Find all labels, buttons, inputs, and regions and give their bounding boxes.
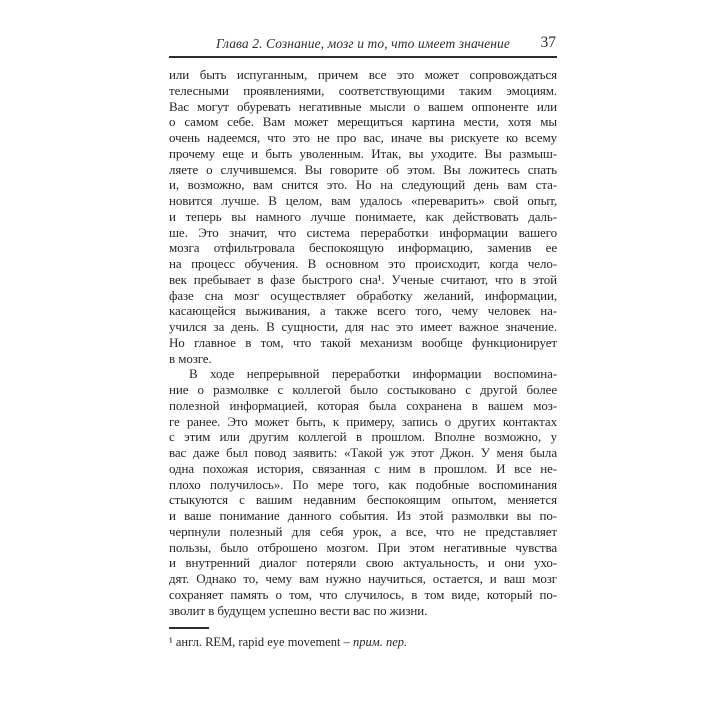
- footnote-separator: [169, 627, 209, 629]
- text-line: зволит в будущем успешно вести вас по жизни.: [169, 602, 428, 618]
- text-line: Но главное в том, что такой механизм вообще функционирует: [169, 334, 557, 350]
- text-line: ше. Это значит, что система переработки информации вашего: [169, 224, 557, 240]
- header-rule: [169, 56, 557, 58]
- text-line: фазе сна мозг осуществляет обработку желаний, информации,: [169, 287, 557, 303]
- body-text: [169, 67, 557, 618]
- text-line: черпнули полезный для себя урок, а все, что не представляет: [169, 523, 557, 539]
- text-line: новится лучше. В целом, вам удалось «переварить» свой опыт,: [169, 193, 557, 208]
- text-line: вас даже был повод заявить: «Такой уж этот Джон. У меня была: [169, 445, 557, 460]
- paragraph: [169, 67, 557, 366]
- text-line: ние о размолвке с коллегой было состыковано с другой более: [169, 382, 557, 397]
- text-line: учился за день. В сущности, для нас это имеет важное значение.: [169, 319, 557, 334]
- text-line: прочему еще и быть уволенным. Итак, вы уходите. Вы размыш-: [169, 145, 557, 161]
- text-line: и ваше понимание данного события. Из этой размолвки вы по-: [169, 508, 557, 523]
- text-line: стыкуются с вашим недавним беспокоящим опытом, меняется: [169, 492, 557, 508]
- text-line: и внутренний диалог потеряли свою актуальность, и они ухо-: [169, 555, 557, 571]
- paragraph: [169, 366, 557, 618]
- text-line: касающейся выживания, а также всего того, чему человек на-: [169, 303, 557, 319]
- text-line: очень надеемся, что это не про вас, иначе вы рискуете ко всему: [169, 130, 557, 145]
- text-line: Вас могут обуревать негативные мысли о вашем оппоненте или: [169, 98, 557, 114]
- text-line: и, возможно, вам снится это. Но на следующий день вам ста-: [169, 177, 557, 193]
- text-line: одна похожая история, связанная с ним в прошлом. И все не-: [169, 460, 557, 476]
- footnote-italic-text: прим. пер.: [352, 634, 408, 649]
- text-line: сохраняет память о том, что случилось, в том виде, который по-: [169, 586, 557, 602]
- text-line: ляете о случившемся. Вы говорите об этом. Вы ложитесь спать: [169, 161, 557, 177]
- text-line: век пребывает в фазе быстрого сна¹. Ученые считают, что в этой: [169, 271, 557, 287]
- running-head: [169, 34, 557, 53]
- footnote: [169, 635, 557, 650]
- text-column: [169, 34, 557, 650]
- text-line: мозга отфильтровала беспокоящую информацию, заменив ее: [169, 240, 557, 256]
- text-line: полезной информацией, которая была сохранена в вашем моз-: [169, 397, 557, 413]
- text-line: на процесс обучения. В основном это происходит, когда чело-: [169, 256, 557, 271]
- text-line: пользы, было отброшено мозгом. При этом негативные чувства: [169, 539, 557, 555]
- text-line: дят. Однако то, чему вам нужно научиться, остается, и ваш мозг: [169, 571, 557, 586]
- text-line: о самом себе. Вам может мерещиться картина мести, хотя мы: [169, 114, 557, 130]
- footnote-text: ¹ англ. REM, rapid eye movement –: [169, 634, 353, 649]
- text-line: в мозге.: [169, 350, 212, 366]
- chapter-title: Глава 2. Сознание, мозг и то, что имеет значение: [215, 36, 510, 51]
- text-line: с этим или другим коллегой в прошлом. Вполне возможно, у: [169, 429, 557, 445]
- text-line: ге ранее. Это может быть, к примеру, запись о других контактах: [169, 413, 557, 429]
- text-line: и теперь вы намного лучше понимаете, как действовать даль-: [169, 208, 557, 224]
- page-number: 37: [540, 34, 556, 51]
- text-line: В ходе непрерывной переработки информации воспомина-: [189, 366, 557, 382]
- text-line: телесными проявлениями, соответствующими таким эмоциям.: [169, 82, 557, 98]
- text-line: плохо получилось». По мере того, как подобные воспоминания: [169, 476, 557, 492]
- text-line: или быть испуганным, причем все это может сопровождаться: [169, 67, 557, 82]
